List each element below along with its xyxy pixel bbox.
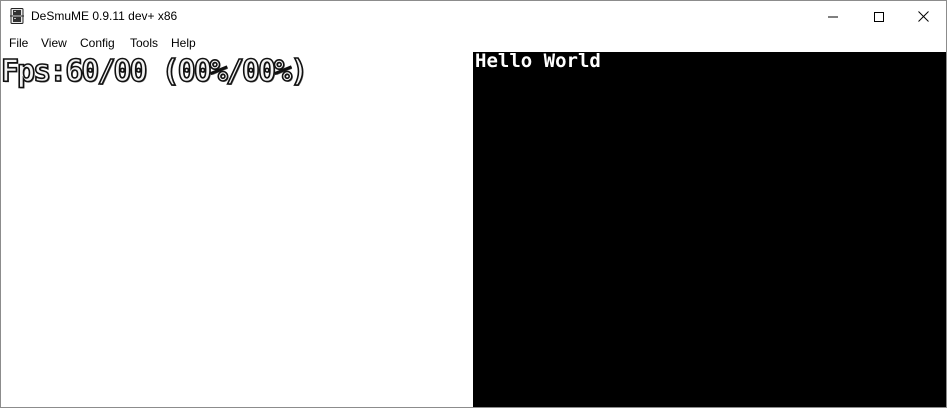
menu-config[interactable]: Config bbox=[80, 36, 115, 50]
fps-hud: Fps:60/00 (00%/00%) bbox=[1, 54, 307, 89]
desmume-app-icon[interactable] bbox=[9, 8, 25, 24]
close-button[interactable] bbox=[900, 1, 946, 32]
top-screen[interactable] bbox=[1, 52, 473, 407]
menu-file[interactable]: File bbox=[9, 36, 29, 50]
close-icon bbox=[918, 11, 929, 22]
window-title: DeSmuME 0.9.11 dev+ x86 bbox=[31, 9, 178, 23]
bottom-screen[interactable] bbox=[473, 52, 946, 407]
maximize-icon bbox=[874, 12, 884, 22]
menu-view[interactable]: View bbox=[41, 36, 67, 50]
emulator-display[interactable] bbox=[1, 52, 946, 407]
menu-help[interactable]: Help bbox=[171, 36, 196, 50]
menu-bar bbox=[1, 32, 946, 52]
hello-world-text: Hello World bbox=[475, 50, 601, 72]
minimize-button[interactable] bbox=[810, 1, 856, 32]
minimize-icon bbox=[828, 12, 838, 22]
maximize-button[interactable] bbox=[856, 1, 902, 32]
title-bar[interactable] bbox=[1, 1, 946, 32]
menu-tools[interactable]: Tools bbox=[130, 36, 159, 50]
